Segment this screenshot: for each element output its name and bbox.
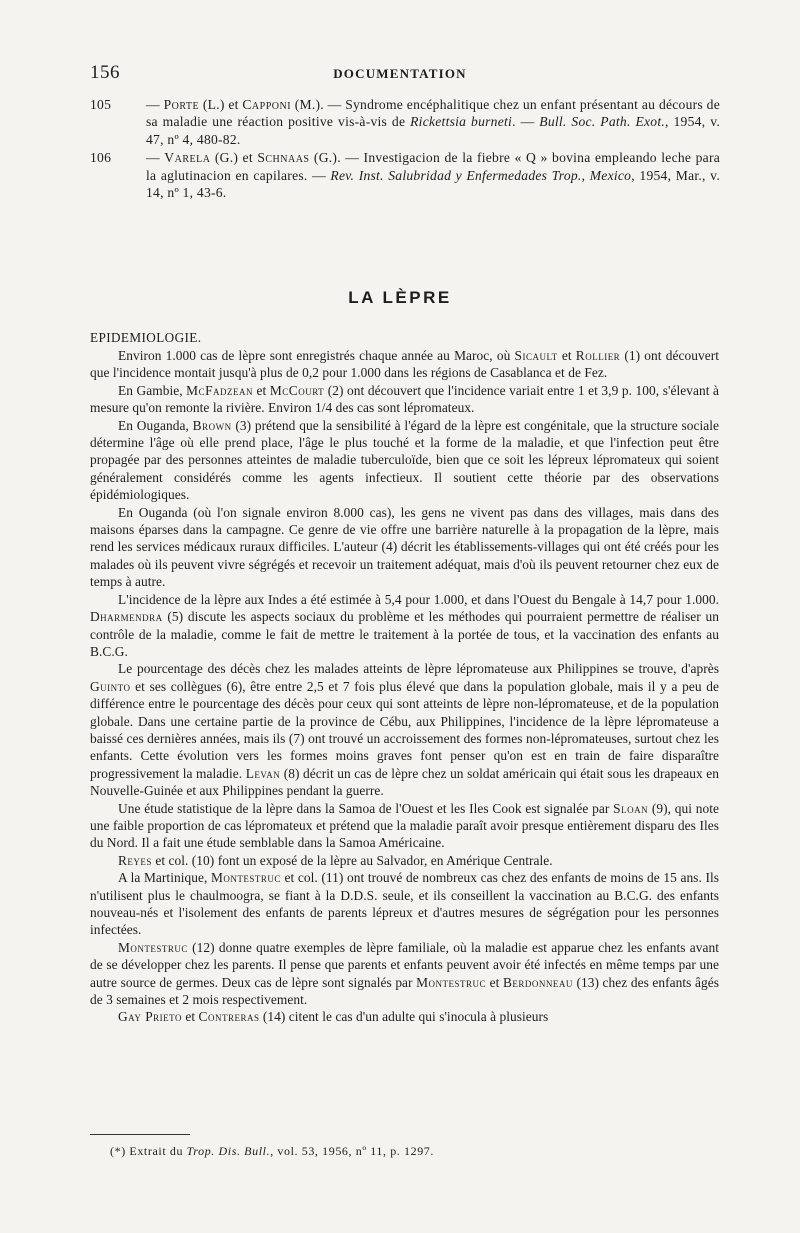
author-name: McCourt: [269, 382, 325, 398]
author-name: Gay Prieto: [118, 1009, 182, 1025]
reference-author: Varela: [164, 150, 211, 166]
paragraph-text: (9), qui note une faible proportion de cas lépromateux et prétend que la maladie paraît avoir presque entièrement disparu des Iles du Nord. Il a fait une étude semblable dans la Samoa Américaine.: [90, 800, 720, 851]
author-name: Levan: [245, 765, 281, 781]
paragraph-text: Environ 1.000 cas de lèpre sont enregistrés chaque année au Maroc, où: [118, 348, 515, 363]
author-name: Guinto: [90, 678, 131, 694]
paragraph-text: (14) citent le cas d'un adulte qui s'inocula à plusieurs: [259, 1009, 549, 1025]
section-heading: EPIDEMIOLOGIE.: [90, 330, 202, 345]
footnote-text: Extrait du: [129, 1144, 187, 1158]
reference-dash: —: [146, 97, 164, 112]
author-name: Sicault: [514, 348, 558, 363]
body-paragraph: [90, 382, 719, 417]
paragraph-text: En Ouganda,: [118, 417, 193, 433]
reference-text: ,: [581, 167, 590, 183]
reference-author: Porte: [163, 97, 200, 112]
reference-item: [90, 96, 720, 148]
body-paragraph: [90, 660, 719, 799]
reference-author: Schnaas: [257, 150, 310, 166]
paragraph-text: et col. (10) font un exposé de la lèpre au Salvador, en Amérique Centrale.: [151, 852, 553, 868]
paragraph-text: (3) prétend que la sensibilité à l'égard de la lèpre est congénitale, que la structure sociale détermine l'âge où elle prend place, l'âge le plus touché et la forme de la maladie, et que l'infection peut être propagée par des personnes atteintes de maladie tuberculoïde, bien que ce soit les lépreux lépromateux qui soient généralement considérés comme les agents infectieux. Il soutient cette théorie par des observations épidémiologiques.: [90, 417, 720, 503]
running-title: DOCUMENTATION: [333, 66, 467, 81]
paragraph-text: Une étude statistique de la lèpre dans la Samoa de l'Ouest et les Iles Cook est signalée par: [118, 800, 614, 816]
article-body: [90, 347, 719, 1026]
paragraph-text: En Gambie,: [118, 382, 187, 398]
paragraph-text: (2) ont découvert que l'incidence variait entre 1 et 3,9 p. 100, s'élevant à mesure qu'on remonte la rivière. Environ 1/4 des cas sont lépromateux.: [90, 382, 719, 416]
body-paragraph: [90, 939, 719, 1009]
paragraph-text: et: [253, 382, 270, 398]
footnote-rule: [90, 1134, 190, 1135]
reference-author: Capponi: [242, 97, 292, 112]
paragraph-text: En Ouganda (où l'on signale environ 8.000 cas), les gens ne vivent pas dans des villages, mais dans des maisons éparses dans la campagne. Ce genre de vie offre une barrière naturelle à la propagation de la lèpre, mais rend les services médicaux ruraux difficiles. L'auteur (4) décrit les établissements-villages qui ont été créés pour les malades où ils peuvent vivre ségrégés et recevoir un traitement adéquat, mais d'où ils peuvent retourner chez eux de temps à autre.: [90, 504, 719, 590]
page-number: 156: [90, 62, 120, 83]
author-name: Montestruc: [118, 939, 188, 955]
body-paragraph: [90, 852, 719, 869]
author-name: McFadzean: [186, 382, 254, 398]
author-name: Reyes: [118, 852, 152, 868]
paragraph-text: et col. (11) ont trouvé de nombreux cas chez des enfants de moins de 15 ans. Ils n'utilisent plus le chaulmoogra, se fiant à la D.D.S. seule, et ils conseillent la vaccination au B.C.G. des enfants nouveau-nés et l'isolement des enfants de parents lépreux et d'autres mesures de ségrégation pour les personnes infectées.: [90, 870, 719, 938]
reference-text: (G.). — Investigacion de la fiebre « Q » bovina empleando leche para la aglutinacion en capilares. —: [146, 150, 721, 183]
paragraph-text: Le pourcentage des décès chez les malades atteints de lèpre lépromateuse aux Philippines se trouve, d'après: [118, 661, 719, 677]
reference-journal: Rev. Inst. Salubridad y Enfermedades Trop.: [330, 167, 582, 183]
reference-journal: Bull. Soc. Path. Exot.: [539, 114, 666, 130]
reference-number: 106: [90, 150, 112, 166]
paragraph-text: L'incidence de la lèpre aux Indes a été estimée à 5,4 pour 1.000, et dans l'Ouest du Bengale à 14,7 pour 1.000.: [118, 591, 719, 607]
body-paragraph: [90, 869, 719, 939]
footnote-text: , vol. 53, 1956, nº 11, p. 1297.: [270, 1144, 434, 1158]
reference-list: [90, 96, 720, 202]
reference-italic: Rickettsia burneti: [410, 114, 513, 130]
paragraph-text: et: [486, 974, 503, 990]
body-paragraph: [90, 417, 719, 504]
body-paragraph: [90, 591, 719, 661]
reference-text: , 1954, v. 47, nº 4, 480-82.: [146, 114, 721, 147]
paragraph-text: (13) chez des enfants âgés de 3 semaines et 2 mois respectivement.: [90, 974, 719, 1008]
author-name: Rollier: [575, 348, 621, 363]
paragraph-text: (12) donne quatre exemples de lèpre familiale, où la maladie est apparue chez les enfants avant de se développer chez les parents. Il pense que parents et enfants peuvent avoir été infectés en même temps par une autre source de germes. Deux cas de lèpre sont signalés par: [90, 939, 719, 990]
author-name: Brown: [192, 417, 232, 433]
author-name: Montestruc: [210, 870, 281, 886]
paragraph-text: et ses collègues (6), être entre 2,5 et 7 fois plus élevé que dans la population globale, mais il y a peu de différence entre le pourcentage des décès pour ceux qui sont atteints de lèpre non-lépromateuse, et de la population globale. Dans une certaine partie de la province de Cébu, aux Philippines, l'incidence de la lèpre lépromateuse a baissé ces dernières années, mais ils (7) ont trouvé un accroissement des formes non-lépromateuses, surtout chez les enfants. Cette évolution vers les formes moins graves font penser qu'on est en train de faire disparaître progressivement la maladie.: [90, 678, 719, 781]
paragraph-text: et: [181, 1009, 199, 1025]
body-paragraph: [90, 504, 719, 591]
author-name: Contreras: [198, 1009, 260, 1025]
reference-text: (L.) et: [199, 97, 243, 112]
reference-dash: —: [146, 150, 165, 166]
footnote-journal: Trop. Dis. Bull.: [186, 1144, 271, 1158]
paragraph-text: (1) ont découvert que l'incidence montait jusqu'à plus de 0,2 pour 1.000 dans les régions de Casablanca et de Fez.: [90, 348, 719, 381]
author-name: Dharmendra: [90, 609, 163, 625]
paragraph-text: et: [557, 348, 576, 363]
reference-italic: Mexico: [589, 167, 632, 183]
reference-item: [90, 149, 720, 201]
paragraph-text: (5) discute les aspects sociaux du problème et les méthodes qui pourraient permettre de réaliser un contrôle de la maladie, comme le fait de mettre le traitement à la portée de tous, et la vaccination des enfants au B.C.G.: [90, 609, 719, 659]
author-name: Sloan: [613, 800, 649, 816]
reference-text: . —: [512, 114, 540, 130]
footnote: [110, 1144, 434, 1159]
author-name: Montestruc: [416, 974, 487, 990]
body-paragraph: [90, 347, 719, 382]
footnote-marker: (*): [110, 1144, 130, 1158]
reference-number: 105: [90, 97, 112, 112]
reference-text: , 1954, Mar., v. 14, nº 1, 43-6.: [146, 167, 720, 201]
paragraph-text: A la Martinique,: [118, 870, 211, 886]
author-name: Berdonneau: [502, 974, 573, 990]
reference-text: (G.) et: [210, 150, 258, 166]
body-paragraph: [90, 800, 719, 852]
reference-text: (M.). — Syndrome encéphalitique chez un enfant présentant au décours de sa maladie une réaction positive vis-à-vis de: [146, 97, 721, 130]
article-title: LA LÈPRE: [348, 288, 452, 307]
body-paragraph: [90, 1008, 719, 1025]
paragraph-text: (8) décrit un cas de lèpre chez un soldat américain qui était sous les drapeaux en Nouvelle-Guinée et aux Philippines pendant la guerre.: [90, 765, 719, 799]
